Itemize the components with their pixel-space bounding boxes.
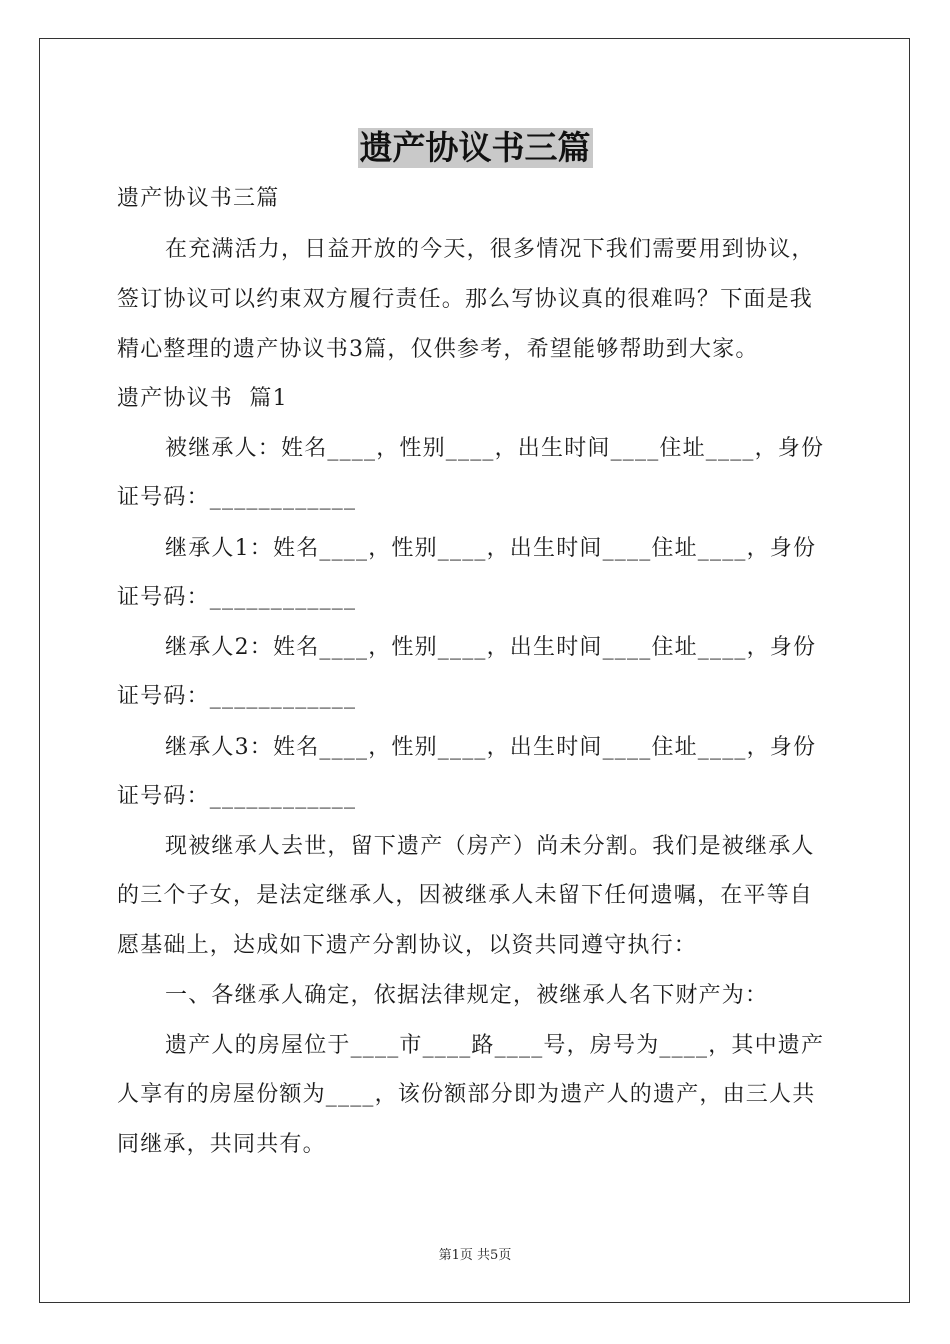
- paragraph-line: 证号码：____________: [117, 485, 357, 510]
- paragraph-line: 证号码：____________: [117, 784, 357, 809]
- paragraph-line: 的三个子女，是法定继承人，因被继承人未留下任何遗嘱，在平等自: [117, 883, 814, 908]
- paragraph-line: 人享有的房屋份额为____，该份额部分即为遗产人的遗产，由三人共: [117, 1082, 816, 1107]
- paragraph-line: 继承人2：姓名____，性别____，出生时间____住址____，身份: [165, 635, 817, 660]
- title-container: [0, 128, 950, 168]
- paragraph-line: 证号码：____________: [117, 684, 357, 709]
- paragraph-line: 同继承，共同共有。: [117, 1132, 326, 1157]
- paragraph-line: 愿基础上，达成如下遗产分割协议，以资共同遵守执行：: [117, 933, 698, 958]
- paragraph-line: 一、各继承人确定，依据法律规定，被继承人名下财产为：: [165, 983, 769, 1008]
- page-number: 第1页 共5页: [438, 1248, 512, 1263]
- paragraph-line: 遗产人的房屋位于____市____路____号，房号为____，其中遗产: [165, 1033, 825, 1058]
- paragraph-line: 继承人3：姓名____，性别____，出生时间____住址____，身份: [165, 735, 817, 760]
- paragraph-line: 被继承人：姓名____，性别____，出生时间____住址____，身份: [165, 436, 825, 461]
- paragraph-line: 现被继承人去世，留下遗产（房产）尚未分割。我们是被继承人: [165, 834, 815, 859]
- paragraph-line: 签订协议可以约束双方履行责任。那么写协议真的很难吗？下面是我: [117, 287, 814, 312]
- paragraph-line: 精心整理的遗产协议书3篇，仅供参考，希望能够帮助到大家。: [117, 337, 759, 362]
- page-border: [39, 38, 910, 1303]
- paragraph-line: 证号码：____________: [117, 585, 357, 610]
- paragraph-line: 继承人1：姓名____，性别____，出生时间____住址____，身份: [165, 536, 817, 561]
- section-heading: 遗产协议书 篇1: [117, 386, 288, 411]
- subtitle-line: 遗产协议书三篇: [117, 186, 280, 211]
- document-title: 遗产协议书三篇: [359, 128, 591, 167]
- paragraph-line: 在充满活力，日益开放的今天，很多情况下我们需要用到协议，: [165, 237, 815, 262]
